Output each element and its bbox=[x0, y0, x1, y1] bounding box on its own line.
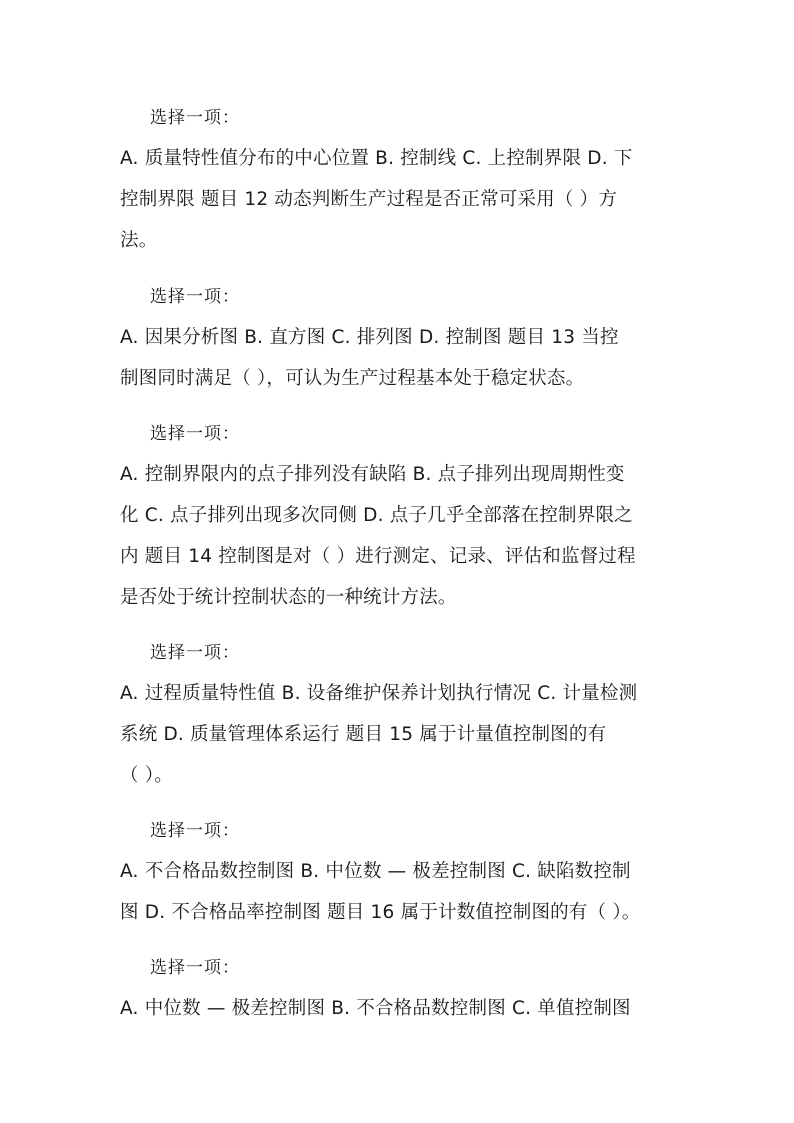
choose-one-prompt: 选择一项： bbox=[150, 821, 240, 841]
choose-one-prompt: 选择一项： bbox=[150, 287, 240, 307]
option-text-line: A. 质量特性值分布的中心位置 B. 控制线 C. 上控制界限 D. 下 bbox=[120, 148, 633, 169]
option-text-line: 化 C. 点子排列出现多次同侧 D. 点子几乎全部落在控制界限之 bbox=[120, 505, 633, 526]
question-text-line: 制图同时满足（ ），可认为生产过程基本处于稳定状态。 bbox=[120, 368, 585, 389]
choose-one-prompt: 选择一项： bbox=[150, 424, 240, 444]
choose-one-prompt: 选择一项： bbox=[150, 108, 240, 128]
question-text-line: 图 D. 不合格品率控制图 题目 16 属于计数值控制图的有（ ）。 bbox=[120, 902, 641, 923]
option-text-line: A. 控制界限内的点子排列没有缺陷 B. 点子排列出现周期性变 bbox=[120, 464, 625, 485]
option-text-line: A. 不合格品数控制图 B. 中位数 — 极差控制图 C. 缺陷数控制 bbox=[120, 861, 631, 882]
question-text-line: 控制界限 题目 12 动态判断生产过程是否正常可采用（ ）方 bbox=[120, 189, 618, 210]
option-text-line: A. 过程质量特性值 B. 设备维护保养计划执行情况 C. 计量检测 bbox=[120, 683, 638, 704]
question-text-line: 内 题目 14 控制图是对（ ）进行测定、记录、评估和监督过程 bbox=[120, 546, 636, 567]
question-text-line: 法。 bbox=[120, 230, 158, 251]
option-text-line: A. 中位数 — 极差控制图 B. 不合格品数控制图 C. 单值控制图 bbox=[120, 998, 631, 1019]
option-text-line: A. 因果分析图 B. 直方图 C. 排列图 D. 控制图 题目 13 当控 bbox=[120, 327, 619, 348]
choose-one-prompt: 选择一项： bbox=[150, 958, 240, 978]
question-text-line: （ ）。 bbox=[120, 765, 173, 786]
question-text-line: 系统 D. 质量管理体系运行 题目 15 属于计量值控制图的有 bbox=[120, 724, 607, 745]
choose-one-prompt: 选择一项： bbox=[150, 643, 240, 663]
question-text-line: 是否处于统计控制状态的一种统计方法。 bbox=[120, 587, 457, 608]
